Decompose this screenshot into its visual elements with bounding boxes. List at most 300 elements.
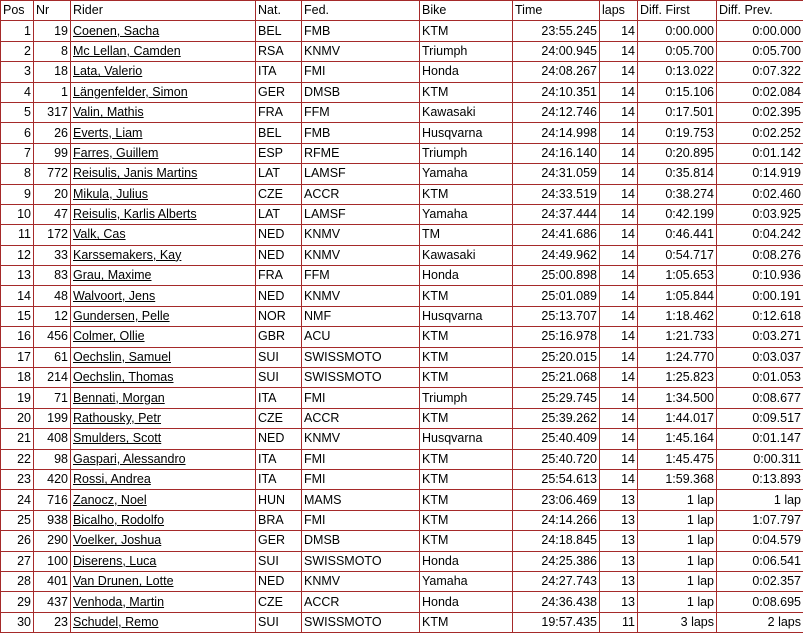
cell-laps: 14	[600, 225, 638, 245]
cell-nr: 19	[34, 21, 71, 41]
cell-rider	[71, 347, 256, 367]
cell-diff-first: 1:44.017	[638, 408, 717, 428]
cell-pos: 5	[1, 102, 34, 122]
cell-nat: GBR	[256, 327, 302, 347]
cell-nr: 456	[34, 327, 71, 347]
cell-diff-first: 0:38.274	[638, 184, 717, 204]
rider-link[interactable]: Gaspari, Alessandro	[73, 451, 186, 466]
cell-diff-prev: 0:14.919	[717, 164, 803, 184]
cell-pos: 17	[1, 347, 34, 367]
cell-fed: KNMV	[302, 286, 420, 306]
cell-pos: 1	[1, 21, 34, 41]
cell-rider	[71, 225, 256, 245]
cell-time: 24:00.945	[513, 41, 600, 61]
rider-link[interactable]: Lata, Valerio	[73, 64, 143, 79]
cell-bike: Triumph	[420, 388, 513, 408]
cell-time: 24:14.998	[513, 123, 600, 143]
cell-pos: 22	[1, 449, 34, 469]
cell-pos: 15	[1, 306, 34, 326]
rider-link[interactable]: Rathousky, Petr	[73, 411, 162, 425]
cell-diff-first: 0:35.814	[638, 164, 717, 184]
cell-diff-prev: 0:02.357	[717, 571, 803, 591]
table-row	[1, 347, 803, 367]
cell-laps: 14	[600, 62, 638, 82]
cell-nat: SUI	[256, 612, 302, 632]
cell-nr: 437	[34, 592, 71, 612]
cell-fed: KNMV	[302, 225, 420, 245]
cell-fed: SWISSMOTO	[302, 368, 420, 388]
cell-pos: 24	[1, 490, 34, 510]
header-nat: Nat.	[256, 1, 302, 21]
cell-time: 19:57.435	[513, 612, 600, 632]
cell-nat: BRA	[256, 510, 302, 530]
cell-bike: Yamaha	[420, 204, 513, 224]
cell-laps: 14	[600, 123, 638, 143]
rider-link[interactable]: Oechslin, Thomas	[73, 370, 174, 385]
cell-pos: 26	[1, 531, 34, 551]
cell-diff-first: 0:19.753	[638, 123, 717, 143]
rider-link[interactable]: Gundersen, Pelle	[73, 309, 170, 324]
cell-pos: 4	[1, 82, 34, 102]
cell-fed: NMF	[302, 306, 420, 326]
cell-fed: ACCR	[302, 408, 420, 428]
cell-nr: 71	[34, 388, 71, 408]
cell-rider	[71, 368, 256, 388]
cell-pos: 27	[1, 551, 34, 571]
table-row	[1, 368, 803, 388]
cell-nat: SUI	[256, 551, 302, 571]
cell-diff-prev: 0:03.271	[717, 327, 803, 347]
cell-bike: Husqvarna	[420, 306, 513, 326]
cell-time: 25:21.068	[513, 368, 600, 388]
rider-link[interactable]: Oechslin, Samuel	[73, 349, 171, 364]
table-row	[1, 490, 803, 510]
cell-time: 25:29.745	[513, 388, 600, 408]
table-row	[1, 551, 803, 571]
cell-nat: NED	[256, 571, 302, 591]
rider-link[interactable]: Grau, Maxime	[73, 268, 152, 283]
cell-diff-prev: 1 lap	[717, 490, 803, 510]
cell-laps: 14	[600, 204, 638, 224]
cell-diff-prev: 0:13.893	[717, 469, 803, 489]
cell-nat: LAT	[256, 204, 302, 224]
cell-nr: 317	[34, 102, 71, 122]
cell-time: 24:49.962	[513, 245, 600, 265]
cell-time: 24:41.686	[513, 225, 600, 245]
table-row	[1, 143, 803, 163]
cell-time: 25:16.978	[513, 327, 600, 347]
cell-nat: NED	[256, 429, 302, 449]
cell-laps: 14	[600, 245, 638, 265]
cell-bike: KTM	[420, 347, 513, 367]
cell-diff-first: 1:21.733	[638, 327, 717, 347]
rider-link[interactable]: Voelker, Joshua	[73, 533, 162, 548]
cell-bike: Triumph	[420, 143, 513, 163]
rider-link[interactable]: Farres, Guillem	[73, 145, 159, 160]
table-row	[1, 21, 803, 41]
cell-bike: KTM	[420, 612, 513, 632]
cell-fed: KNMV	[302, 571, 420, 591]
cell-rider	[71, 306, 256, 326]
cell-laps: 14	[600, 429, 638, 449]
cell-time: 24:25.386	[513, 551, 600, 571]
cell-diff-prev: 0:01.147	[717, 429, 803, 449]
cell-bike: Triumph	[420, 41, 513, 61]
cell-time: 25:20.015	[513, 347, 600, 367]
table-row	[1, 41, 803, 61]
cell-laps: 13	[600, 490, 638, 510]
cell-nr: 420	[34, 469, 71, 489]
cell-fed: KNMV	[302, 245, 420, 265]
table-row	[1, 449, 803, 469]
cell-pos: 3	[1, 62, 34, 82]
cell-rider	[71, 164, 256, 184]
cell-bike: Husqvarna	[420, 429, 513, 449]
cell-diff-prev: 0:09.517	[717, 408, 803, 428]
cell-diff-prev: 0:03.037	[717, 347, 803, 367]
header-time: Time	[513, 1, 600, 21]
rider-link[interactable]: Venhoda, Martin	[73, 594, 165, 609]
cell-time: 25:01.089	[513, 286, 600, 306]
cell-nat: FRA	[256, 266, 302, 286]
cell-nr: 100	[34, 551, 71, 571]
cell-rider	[71, 286, 256, 306]
table-row	[1, 164, 803, 184]
cell-fed: FMB	[302, 123, 420, 143]
cell-diff-first: 0:05.700	[638, 41, 717, 61]
cell-pos: 10	[1, 204, 34, 224]
rider-link[interactable]: Coenen, Sacha	[73, 23, 160, 38]
rider-link[interactable]: Mc Lellan, Camden	[73, 43, 181, 58]
rider-link[interactable]: Diserens, Luca	[73, 553, 157, 568]
cell-time: 24:10.351	[513, 82, 600, 102]
table-row	[1, 612, 803, 632]
cell-nat: NED	[256, 245, 302, 265]
cell-diff-prev: 0:02.252	[717, 123, 803, 143]
cell-rider	[71, 592, 256, 612]
cell-pos: 8	[1, 164, 34, 184]
cell-fed: FMI	[302, 388, 420, 408]
cell-diff-prev: 0:07.322	[717, 62, 803, 82]
cell-laps: 13	[600, 571, 638, 591]
cell-laps: 14	[600, 347, 638, 367]
cell-diff-first: 1:05.653	[638, 266, 717, 286]
cell-nat: ITA	[256, 469, 302, 489]
rider-link[interactable]: Zanocz, Noel	[73, 492, 147, 507]
cell-laps: 14	[600, 469, 638, 489]
cell-bike: KTM	[420, 408, 513, 428]
header-laps: laps	[600, 1, 638, 21]
cell-fed: ACCR	[302, 184, 420, 204]
cell-nat: SUI	[256, 368, 302, 388]
cell-rider	[71, 62, 256, 82]
cell-fed: DMSB	[302, 531, 420, 551]
cell-bike: Honda	[420, 551, 513, 571]
cell-laps: 13	[600, 510, 638, 530]
rider-link[interactable]: Bennati, Morgan	[73, 390, 165, 405]
cell-nr: 290	[34, 531, 71, 551]
cell-diff-first: 0:17.501	[638, 102, 717, 122]
table-row	[1, 592, 803, 612]
rider-link[interactable]: Colmer, Ollie	[73, 329, 145, 344]
cell-diff-first: 0:15.106	[638, 82, 717, 102]
cell-bike: Yamaha	[420, 571, 513, 591]
cell-nat: LAT	[256, 164, 302, 184]
cell-fed: ACCR	[302, 592, 420, 612]
cell-diff-prev: 0:12.618	[717, 306, 803, 326]
cell-diff-first: 0:42.199	[638, 204, 717, 224]
cell-rider	[71, 123, 256, 143]
cell-rider	[71, 388, 256, 408]
cell-rider	[71, 469, 256, 489]
cell-rider	[71, 102, 256, 122]
header-bike: Bike	[420, 1, 513, 21]
cell-diff-prev: 0:02.084	[717, 82, 803, 102]
cell-bike: Kawasaki	[420, 102, 513, 122]
cell-diff-first: 1:59.368	[638, 469, 717, 489]
cell-time: 24:36.438	[513, 592, 600, 612]
cell-rider	[71, 449, 256, 469]
table-row	[1, 306, 803, 326]
cell-diff-first: 1:24.770	[638, 347, 717, 367]
cell-nat: GER	[256, 531, 302, 551]
cell-nr: 23	[34, 612, 71, 632]
cell-fed: MAMS	[302, 490, 420, 510]
cell-pos: 29	[1, 592, 34, 612]
cell-rider	[71, 204, 256, 224]
cell-fed: FFM	[302, 266, 420, 286]
cell-pos: 12	[1, 245, 34, 265]
cell-time: 24:31.059	[513, 164, 600, 184]
rider-link[interactable]: Reisulis, Janis Martins	[73, 166, 198, 181]
cell-diff-prev: 0:00.311	[717, 449, 803, 469]
cell-nr: 33	[34, 245, 71, 265]
cell-nat: GER	[256, 82, 302, 102]
rider-link[interactable]: Everts, Liam	[73, 125, 143, 140]
cell-pos: 13	[1, 266, 34, 286]
cell-laps: 14	[600, 143, 638, 163]
rider-link[interactable]: Karssemakers, Kay	[73, 247, 182, 262]
cell-pos: 16	[1, 327, 34, 347]
cell-nat: CZE	[256, 184, 302, 204]
cell-diff-first: 0:46.441	[638, 225, 717, 245]
cell-laps: 14	[600, 184, 638, 204]
cell-rider	[71, 327, 256, 347]
cell-fed: KNMV	[302, 41, 420, 61]
cell-pos: 11	[1, 225, 34, 245]
cell-nat: HUN	[256, 490, 302, 510]
cell-bike: KTM	[420, 286, 513, 306]
cell-nat: CZE	[256, 592, 302, 612]
cell-rider	[71, 245, 256, 265]
cell-rider	[71, 612, 256, 632]
cell-rider	[71, 21, 256, 41]
cell-laps: 14	[600, 164, 638, 184]
cell-diff-first: 1:25.823	[638, 368, 717, 388]
cell-diff-first: 1:45.164	[638, 429, 717, 449]
cell-pos: 25	[1, 510, 34, 530]
cell-bike: Honda	[420, 266, 513, 286]
cell-diff-prev: 0:10.936	[717, 266, 803, 286]
cell-diff-prev: 1:07.797	[717, 510, 803, 530]
cell-laps: 14	[600, 408, 638, 428]
cell-bike: KTM	[420, 82, 513, 102]
cell-diff-prev: 0:02.395	[717, 102, 803, 122]
cell-nat: ITA	[256, 388, 302, 408]
header-nr: Nr	[34, 1, 71, 21]
rider-link[interactable]: Valin, Mathis	[73, 105, 144, 120]
cell-time: 24:18.845	[513, 531, 600, 551]
cell-diff-first: 3 laps	[638, 612, 717, 632]
cell-nr: 98	[34, 449, 71, 469]
cell-time: 24:08.267	[513, 62, 600, 82]
cell-nat: FRA	[256, 102, 302, 122]
cell-diff-first: 1:05.844	[638, 286, 717, 306]
table-row	[1, 82, 803, 102]
cell-time: 25:54.613	[513, 469, 600, 489]
cell-time: 24:27.743	[513, 571, 600, 591]
rider-link[interactable]: Smulders, Scott	[73, 431, 162, 446]
cell-fed: FMI	[302, 469, 420, 489]
rider-link[interactable]: Walvoort, Jens	[73, 288, 156, 303]
cell-fed: DMSB	[302, 82, 420, 102]
cell-nr: 99	[34, 143, 71, 163]
table-row	[1, 286, 803, 306]
cell-pos: 2	[1, 41, 34, 61]
cell-bike: KTM	[420, 449, 513, 469]
cell-bike: KTM	[420, 184, 513, 204]
cell-laps: 13	[600, 551, 638, 571]
cell-pos: 14	[1, 286, 34, 306]
cell-nr: 1	[34, 82, 71, 102]
cell-fed: FFM	[302, 102, 420, 122]
cell-laps: 14	[600, 368, 638, 388]
header-diff-prev: Diff. Prev.	[717, 1, 803, 21]
header-row	[1, 1, 803, 21]
cell-nr: 20	[34, 184, 71, 204]
cell-time: 25:00.898	[513, 266, 600, 286]
cell-diff-first: 0:13.022	[638, 62, 717, 82]
cell-bike: TM	[420, 225, 513, 245]
cell-rider	[71, 429, 256, 449]
table-row	[1, 429, 803, 449]
cell-nr: 8	[34, 41, 71, 61]
cell-time: 24:14.266	[513, 510, 600, 530]
table-row	[1, 266, 803, 286]
table-row	[1, 245, 803, 265]
cell-bike: KTM	[420, 531, 513, 551]
table-row	[1, 531, 803, 551]
cell-nr: 214	[34, 368, 71, 388]
cell-laps: 14	[600, 102, 638, 122]
cell-diff-first: 1 lap	[638, 592, 717, 612]
cell-rider	[71, 531, 256, 551]
cell-pos: 23	[1, 469, 34, 489]
cell-nat: CZE	[256, 408, 302, 428]
cell-nr: 48	[34, 286, 71, 306]
cell-time: 25:39.262	[513, 408, 600, 428]
cell-bike: Yamaha	[420, 164, 513, 184]
table-row	[1, 408, 803, 428]
cell-fed: SWISSMOTO	[302, 612, 420, 632]
cell-fed: FMI	[302, 510, 420, 530]
cell-pos: 6	[1, 123, 34, 143]
cell-fed: FMI	[302, 62, 420, 82]
table-header	[1, 1, 803, 21]
table-row	[1, 469, 803, 489]
cell-pos: 28	[1, 571, 34, 591]
cell-nr: 47	[34, 204, 71, 224]
cell-nr: 18	[34, 62, 71, 82]
cell-rider	[71, 571, 256, 591]
cell-time: 24:33.519	[513, 184, 600, 204]
table-row	[1, 388, 803, 408]
cell-pos: 18	[1, 368, 34, 388]
cell-pos: 21	[1, 429, 34, 449]
cell-diff-first: 1 lap	[638, 571, 717, 591]
cell-diff-first: 1 lap	[638, 531, 717, 551]
table-row	[1, 123, 803, 143]
cell-time: 25:40.409	[513, 429, 600, 449]
cell-laps: 11	[600, 612, 638, 632]
cell-nat: NOR	[256, 306, 302, 326]
cell-nat: SUI	[256, 347, 302, 367]
cell-diff-first: 1 lap	[638, 551, 717, 571]
rider-link[interactable]: Reisulis, Karlis Alberts	[73, 207, 197, 222]
cell-bike: KTM	[420, 469, 513, 489]
cell-diff-prev: 2 laps	[717, 612, 803, 632]
cell-bike: Husqvarna	[420, 123, 513, 143]
cell-rider	[71, 41, 256, 61]
cell-bike: KTM	[420, 327, 513, 347]
rider-link[interactable]: Van Drunen, Lotte	[73, 574, 174, 589]
table-body	[1, 21, 803, 633]
cell-nr: 408	[34, 429, 71, 449]
cell-fed: SWISSMOTO	[302, 347, 420, 367]
cell-laps: 14	[600, 327, 638, 347]
cell-diff-first: 0:00.000	[638, 21, 717, 41]
rider-link[interactable]: Rossi, Andrea	[73, 472, 151, 487]
cell-nat: RSA	[256, 41, 302, 61]
rider-link[interactable]: Schudel, Remo	[73, 614, 159, 629]
cell-nr: 199	[34, 408, 71, 428]
cell-time: 24:37.444	[513, 204, 600, 224]
rider-link[interactable]: Valk, Cas	[73, 227, 126, 242]
header-pos: Pos	[1, 1, 34, 21]
cell-rider	[71, 490, 256, 510]
cell-nr: 61	[34, 347, 71, 367]
rider-link[interactable]: Bicalho, Rodolfo	[73, 512, 165, 527]
cell-diff-first: 0:20.895	[638, 143, 717, 163]
cell-nat: BEL	[256, 123, 302, 143]
cell-fed: KNMV	[302, 429, 420, 449]
rider-link[interactable]: Mikula, Julius	[73, 186, 149, 201]
table-row	[1, 510, 803, 530]
cell-time: 25:13.707	[513, 306, 600, 326]
cell-fed: FMI	[302, 449, 420, 469]
cell-laps: 14	[600, 449, 638, 469]
cell-fed: LAMSF	[302, 164, 420, 184]
cell-diff-first: 0:54.717	[638, 245, 717, 265]
cell-bike: KTM	[420, 21, 513, 41]
rider-link[interactable]: Längenfelder, Simon	[73, 84, 188, 99]
cell-diff-prev: 0:08.276	[717, 245, 803, 265]
cell-diff-prev: 0:02.460	[717, 184, 803, 204]
cell-fed: ACU	[302, 327, 420, 347]
cell-time: 24:16.140	[513, 143, 600, 163]
cell-pos: 7	[1, 143, 34, 163]
cell-diff-prev: 0:05.700	[717, 41, 803, 61]
